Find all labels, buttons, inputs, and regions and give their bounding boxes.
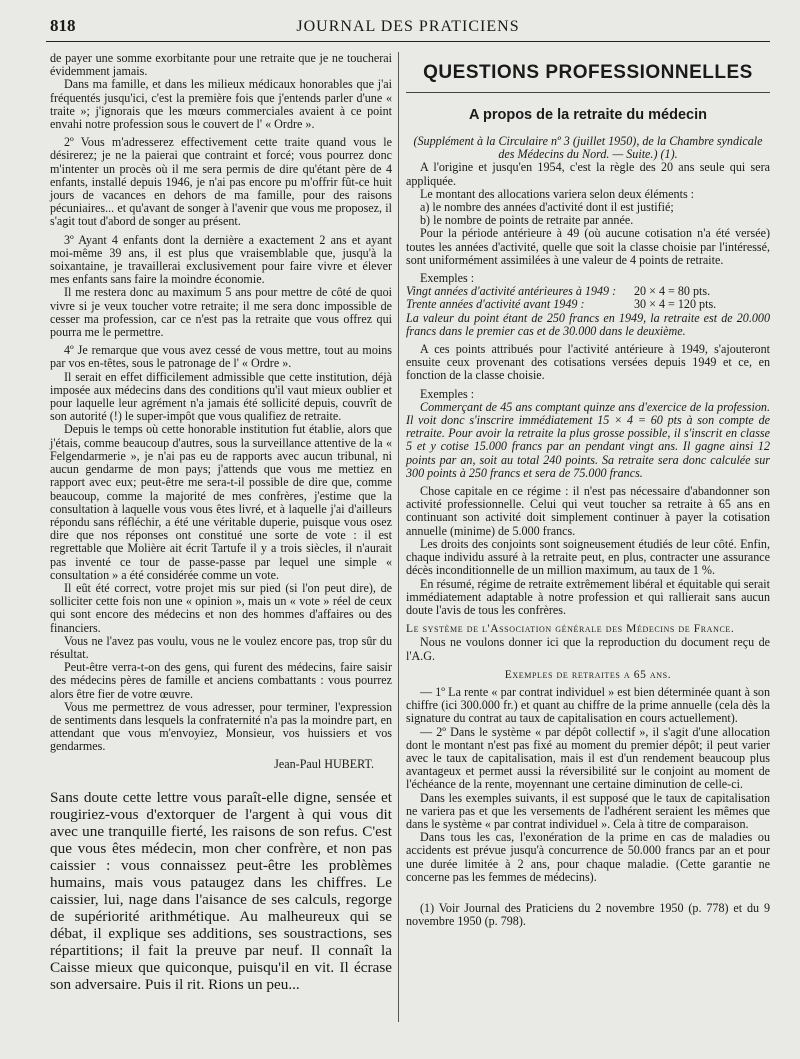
footnote: (1) Voir Journal des Praticiens du 2 novembre 1950 (p. 778) et du 9 novembre 1950 (p. 798). — [406, 900, 770, 929]
right-column — [406, 52, 770, 928]
paragraph: 2º Vous m'adresserez effectivement cette traite quand vous le désirerez; je ne la paierai que contraint et forcé; vous pourrez donc m'intenter un procès où il me sera permis de dire qu'étant père de 4 enfants, installé depuis 1946, je n'ai pas encore pu m'offrir fût-ce huit jours de vacances en dehors de ma famille, pour des raisons pécuniaires... et qu'avant de songer à l'avenir que vous me proposez, il s'agit tout d'abord de songer au présent. — [50, 135, 392, 229]
paragraph: Le montant des allocations variera selon deux éléments : — [420, 186, 695, 201]
paragraph: 3º Ayant 4 enfants dont la dernière a exactement 2 ans et ayant moi-même 39 ans, il est plus que vraisemblable que, jusqu'à la soixantaine, je travaillerai exclusivement pour faire vivre et élever mes enfants sans faire la moindre économie. — [50, 232, 392, 287]
paragraph: A l'origine et jusqu'en 1954, c'est la règle des 20 ans seule qui sera appliquée. — [406, 160, 770, 188]
subheading: Exemples de retraites a 65 ans. — [504, 668, 672, 681]
page-header — [46, 8, 770, 42]
header-rule — [46, 41, 770, 42]
paragraph: Dans les exemples suivants, il est supposé que le taux de capitalisation ne variera pas et que les versements de l'adhérent seraient les mêmes que dans le système « par contrat individuel ». Cela à titre de comparaison. — [406, 790, 770, 831]
example-calc: 30 × 4 = 120 pts. — [634, 297, 717, 312]
paragraph: Pour la période antérieure à 49 (où aucune cotisation n'a été versée) toutes les années d'activité, quelle que soit la classe choisie par l'intéressé, sont uniformément assimilées à une valeur de 4 points de retraite. — [406, 226, 770, 267]
paragraph: Il me restera donc au maximum 5 ans pour mettre de côté de quoi vivre si je veux toucher votre retraite; il me sera donc impossible de cesser ma profession, car ce n'est pas la retraite que vous offrez qui pourra me le permettre. — [50, 285, 392, 340]
example-label: Trente années d'activité avant 1949 : — [406, 297, 585, 312]
example-paragraph: Commerçant de 45 ans comptant quinze ans d'exercice de la profession. Il voit donc s'inscrire immédiatement 15 × 4 = 60 pts à son compte de retraite. Pour avoir la retraite la plus grosse possible, il s'inscrit en classe 5 et y cotise 15.000 francs par an pendant vingt ans. Il gagne ainsi 12 points par an, soit au total 240 points. Sa retraite sera donc calculée sur 300 points à 250 francs et sera de 75.000 francs. — [406, 399, 770, 480]
list-item: a) le nombre des années d'activité dont il est justifié; — [420, 200, 674, 215]
paragraph: A ces points attribués pour l'activité antérieure à 1949, s'ajouteront ensuite ceux provenant des cotisations versées depuis 1949 et ce, en fonction de la classe choisie. — [406, 342, 770, 383]
paragraph: Vous me permettrez de vous adresser, pour terminer, l'expression de sentiments dans lesquels la confraternité n'a pas la moindre part, en attendant que vous m'envoyiez, Monsieur, vos huissiers et vos gendarmes. — [50, 699, 392, 754]
example-note: La valeur du point étant de 250 francs en 1949, la retraite est de 20.000 francs dans le premier cas et de 30.000 dans le deuxième. — [406, 310, 770, 338]
list-item: b) le nombre de points de retraite par année. — [420, 213, 634, 228]
paragraph: de payer une somme exorbitante pour une retraite que je ne toucherai évidemment jamais. — [50, 51, 392, 79]
paragraph: Dans tous les cas, l'exonération de la prime en cas de maladies ou accidents est prévue jusqu'à concurrence de 50.000 francs par an et pour une durée limitée à 2 ans, pour chaque maladie. (Cette garantie ne concerne pas les femmes de médecins). — [406, 830, 770, 884]
paragraph: Depuis le temps où cette honorable institution fut établie, alors que j'étais, comme beaucoup d'autres, sous la surveillance attentive de la « Felgendarmerie », je n'ai pas eu de rapports avec aucun tribunal, ni aucun gendarme de mon pays; j'attends que vous me mettiez en rapport avec eux; peut-être me sera-t-il possible de dire que, comme beaucoup, comme la majorité de mes confrères, j'estime que la consultation à laquelle vous vous êtes livré, et à laquelle j'ai d'ailleurs répondu sans réfléchir, a été une véritable duperie, puisque vous osez dire que nos réponses ont constitué une sorte de vote : il est regrettable que Molière ait écrit Tartufe il y a trois siècles, il n'aurait pas inventé ce tour de passe-passe par lequel une simple « consultation » a été considérée comme un vote. — [50, 422, 392, 582]
paragraph: Les droits des conjoints sont soigneusement étudiés de leur côté. Enfin, chaque individu assuré à la retraite peut, en plus, contracter une assurance décès inconditionnelle de un million maximum, au taux de 1 %. — [406, 536, 770, 578]
example-row — [406, 298, 770, 311]
section-title: QUESTIONS PROFESSIONNELLES — [423, 62, 753, 83]
column-divider — [398, 52, 399, 1022]
example-label: Vingt années d'activité antérieures à 1949 : — [406, 284, 617, 299]
paragraph: Il eût été correct, votre projet mis sur pied (si l'on peut dire), de solliciter cette fois non une « opinion », mais un « vote » réel de ceux qui sont encore des médecins et non des hommes d'affaires ou des financiers. — [50, 580, 392, 635]
subheading: Le système de l'Association générale des Médecins de France. — [406, 623, 735, 636]
article-title: A propos de la retraite du médecin — [469, 107, 707, 123]
paragraph: 4º Je remarque que vous avez cessé de vous mettre, tout au moins par vos en-têtes, sous le patronage de l' « Ordre ». — [50, 343, 392, 371]
page-number: 818 — [50, 16, 76, 35]
signature: Jean-Paul HUBERT. — [274, 756, 374, 771]
paragraph: Dans ma famille, et dans les milieux médicaux honorables que j'ai fréquentés jusqu'ici, c'est la première fois que j'entends parler d'une « traite »; j'ignorais que les mœurs commerciales avaient à ce point envahi notre profession sous le couvert de l' « Ordre ». — [50, 77, 392, 132]
paragraph: — 2º Dans le système « par dépôt collectif », il s'agit d'une allocation dont le montant n'est pas fixé au moment du premier dépôt; il peut varier avec le taux de capitalisation, mais il est d'un rendement beaucoup plus avantageux et permet aussi la réversibilité sur le conjoint au moment de l'échéance de la rente, moyennant une certaine diminution de celle-ci. — [406, 724, 770, 792]
example-calc: 20 × 4 = 80 pts. — [634, 284, 711, 299]
paragraph: Vous ne l'avez pas voulu, vous ne le voulez encore pas, trop sûr du résultat. — [50, 633, 392, 661]
paragraph: — 1º La rente « par contrat individuel » est bien déterminée quant à son chiffre (ici 300.000 fr.) et quant au chiffre de la prime annuelle (cela dès la signature du contrat au taux de capitalisation en cours actuellement). — [406, 684, 770, 726]
paragraph: Il serait en effet difficilement admissible que cette institution, déjà imposée aux médecins dans des conditions qu'il vaut mieux oublier et pour laquelle leur agrément n'a jamais été sollicité depuis, couvrît de son autorité (!) le super-impôt que vous qualifiez de retraite. — [50, 369, 392, 424]
paragraph: En résumé, régime de retraite extrêmement libéral et équitable qui serait immédiatement adaptable à notre profession et qui rallierait sans aucun doute l'avis de tous les confrères. — [406, 576, 770, 617]
closing-commentary — [50, 789, 392, 993]
paragraph: Peut-être verra-t-on des gens, qui furent des médecins, faire saisir des médecins pères de famille et anciens combattants : vous pourrez alors être fier de votre œuvre. — [50, 660, 392, 701]
article-subtitle: (Supplément à la Circulaire nº 3 (juillet 1950), de la Chambre syndicale des Médecins du Nord. — Suite.) (1). — [413, 134, 763, 162]
examples-label: Exemples : — [420, 271, 475, 286]
journal-title: JOURNAL DES PRATICIENS — [296, 18, 520, 35]
closing-paragraph: Sans doute cette lettre vous paraît-elle digne, sensée et rougiriez-vous d'extorquer de l'argent à qui vous dit avec une tranquille fierté, les raisons de son refus. C'est que vous êtes médecin, mon cher confrère, et non pas caissier : vous connaissez peut-être les problèmes humains, mais vous pataugez dans les chiffres. Le caissier, lui, nage dans l'aisance de ses calculs, regorge de supériorité arithmétique. Au malheureux qui se débat, il explique ses additions, ses soustractions, ses répartitions; il fait la preuve par neuf. Il connaît la Caisse mieux que quiconque, puisqu'il en vit. Il écrase son adversaire. Puis il rit. Rions un peu... — [50, 788, 392, 993]
paragraph: Nous ne voulons donner ici que la reproduction du document reçu de l'A.G. — [406, 635, 770, 663]
examples-label: Exemples : — [420, 386, 475, 401]
section-rule — [406, 92, 770, 93]
paragraph: Chose capitale en ce régime : il n'est pas nécessaire d'abandonner son activité professionnelle. Celui qui veut toucher sa retraite à 65 ans en continuant son activité doit simplement continuer à payer la cotisation annuelle (minime) de 5.000 francs. — [406, 484, 770, 538]
left-column — [50, 52, 392, 993]
